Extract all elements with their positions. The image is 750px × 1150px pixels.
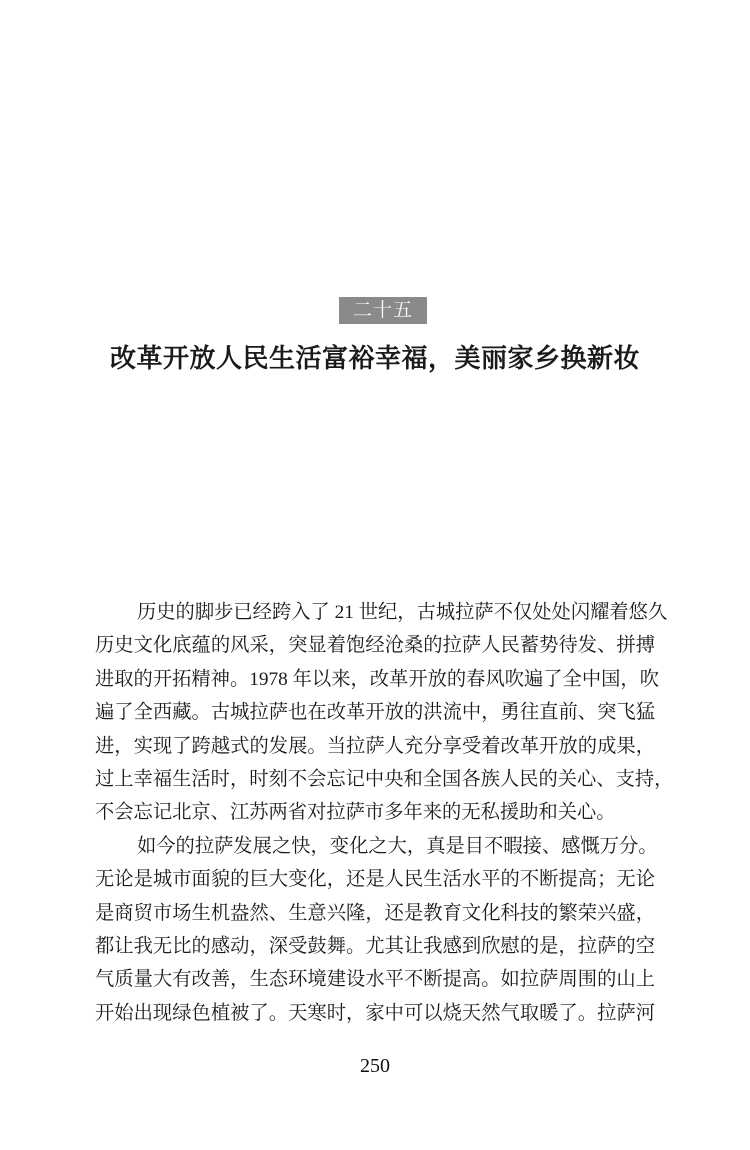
body-text [95, 596, 674, 1030]
paragraph-line: 进取的开拓精神。1978 年以来，改革开放的春风吹遍了全中国，吹 [95, 668, 659, 690]
chapter-number-row [0, 297, 750, 324]
paragraph-line: 历史的脚步已经跨入了 21 世纪，古城拉萨不仅处处闪耀着悠久 [137, 602, 668, 623]
paragraph-line: 开始出现绿色植被了。天寒时，家中可以烧天然气取暖了。拉萨河 [95, 1002, 655, 1024]
chapter-number-badge: 二十五 [339, 297, 427, 324]
paragraph-line: 遍了全西藏。古城拉萨也在改革开放的洪流中，勇往直前、突飞猛 [95, 702, 655, 724]
page-number: 250 [360, 1055, 390, 1077]
paragraph-line: 都让我无比的感动，深受鼓舞。尤其让我感到欣慰的是，拉萨的空 [95, 935, 655, 957]
paragraph-line: 历史文化底蕴的风采，突显着饱经沧桑的拉萨人民蓄势待发、拼搏 [95, 635, 655, 657]
paragraph-line: 过上幸福生活时，时刻不会忘记中央和全国各族人民的关心、支持， [95, 768, 674, 790]
paragraph-line: 无论是城市面貌的巨大变化，还是人民生活水平的不断提高；无论 [95, 869, 655, 891]
paragraph-line: 如今的拉萨发展之快，变化之大，真是目不暇接、感慨万分。 [137, 835, 658, 857]
paragraph-line: 进，实现了跨越式的发展。当拉萨人充分享受着改革开放的成果， [95, 735, 655, 757]
paragraph-line: 不会忘记北京、江苏两省对拉萨市多年来的无私援助和关心。 [95, 802, 616, 824]
paragraph-line: 是商贸市场生机盎然、生意兴隆，还是教育文化科技的繁荣兴盛， [95, 902, 655, 924]
paragraph-line: 气质量大有改善，生态环境建设水平不断提高。如拉萨周围的山上 [95, 969, 655, 991]
chapter-title: 改革开放人民生活富裕幸福，美丽家乡换新妆 [109, 344, 640, 373]
